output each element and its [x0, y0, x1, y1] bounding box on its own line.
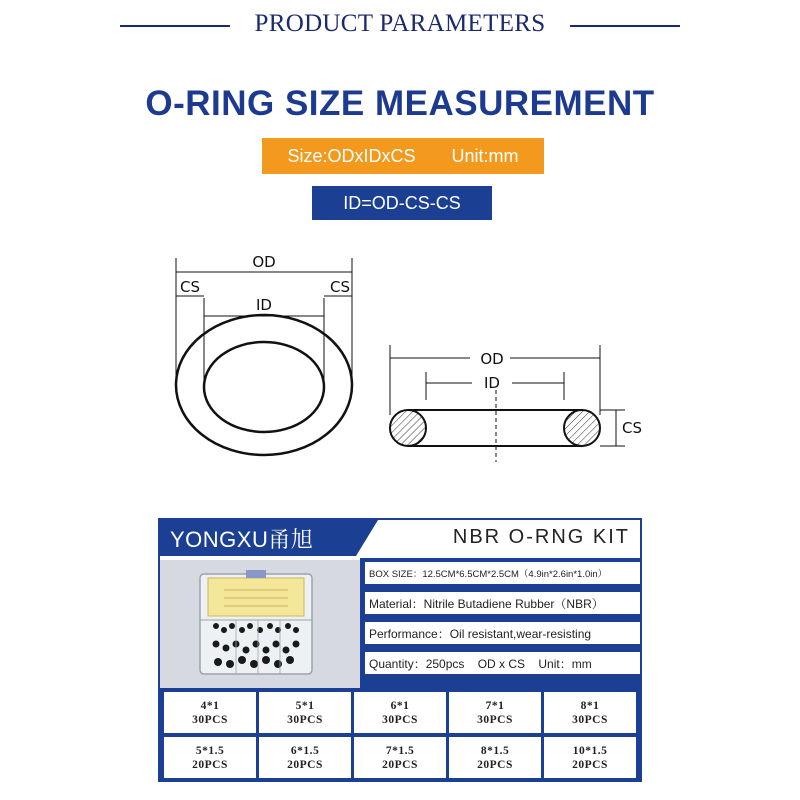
header-title: PRODUCT PARAMETERS — [254, 10, 546, 37]
size-cell — [544, 737, 636, 778]
spec-performance: Performance：Oil resistant,wear-resisting — [365, 622, 640, 644]
size-cell — [164, 692, 256, 733]
size-cell — [354, 692, 446, 733]
size-cell — [449, 692, 541, 733]
size-cell-size: 4*1 — [200, 699, 220, 712]
spec-material: Material：Nitrile Butadiene Rubber（NBR） — [365, 592, 640, 614]
left-cs-label-right: CS — [330, 278, 350, 296]
size-cell-qty: 20PCS — [477, 758, 513, 771]
spec-quantity: Quantity：250pcs OD x CS Unit：mm — [365, 652, 640, 674]
formula-text: ID=OD-CS-CS — [343, 192, 461, 213]
unit-label: Unit:mm — [451, 145, 519, 166]
size-cell-qty: 30PCS — [287, 713, 323, 726]
size-cell-qty: 30PCS — [477, 713, 513, 726]
size-cell — [259, 692, 351, 733]
ring-top-view — [176, 253, 352, 455]
size-cell-qty: 20PCS — [192, 758, 228, 771]
size-cell-size: 6*1 — [390, 699, 410, 712]
size-cell-qty: 30PCS — [382, 713, 418, 726]
size-cell-size: 8*1.5 — [480, 744, 510, 757]
size-cell-qty: 20PCS — [287, 758, 323, 771]
size-cell — [449, 737, 541, 778]
brand-name: YONGXU甬旭 — [160, 520, 356, 556]
kit-header — [160, 520, 640, 558]
size-cell — [354, 737, 446, 778]
right-cs-label: CS — [622, 419, 642, 437]
ring-cross-section — [390, 345, 642, 462]
size-cell — [164, 737, 256, 778]
brand-slant — [356, 520, 378, 556]
size-cell-qty: 20PCS — [572, 758, 608, 771]
size-cell-size: 5*1 — [295, 699, 315, 712]
size-cell-size: 10*1.5 — [572, 744, 608, 757]
product-photo — [160, 560, 360, 688]
oring-diagram — [0, 230, 800, 490]
size-format-box — [262, 138, 544, 174]
left-od-label: OD — [252, 253, 276, 271]
size-cell-size: 7*1 — [485, 699, 505, 712]
left-cs-label-left: CS — [180, 278, 200, 296]
spec-box-size: BOX SIZE：12.5CM*6.5CM*2.5CM（4.9in*2.6in*1.0in） — [365, 562, 640, 584]
size-cell-size: 6*1.5 — [290, 744, 320, 757]
left-id-label: ID — [256, 296, 272, 314]
size-cell-qty: 30PCS — [572, 713, 608, 726]
main-title: O-RING SIZE MEASUREMENT — [145, 84, 655, 123]
kit-panel — [158, 518, 642, 782]
size-cell-size: 8*1 — [580, 699, 600, 712]
right-id-label: ID — [484, 374, 500, 392]
right-od-label: OD — [480, 350, 504, 368]
size-cell-size: 7*1.5 — [385, 744, 415, 757]
formula-box — [312, 186, 492, 220]
size-format-label: Size:ODxIDxCS — [287, 145, 416, 166]
kit-title: NBR O-RNG KIT — [452, 526, 630, 548]
header-rule-right — [570, 25, 680, 27]
size-cell-qty: 20PCS — [382, 758, 418, 771]
size-cell — [259, 737, 351, 778]
size-cell — [544, 692, 636, 733]
size-cell-qty: 30PCS — [192, 713, 228, 726]
size-table — [160, 688, 640, 780]
size-cell-size: 5*1.5 — [195, 744, 225, 757]
